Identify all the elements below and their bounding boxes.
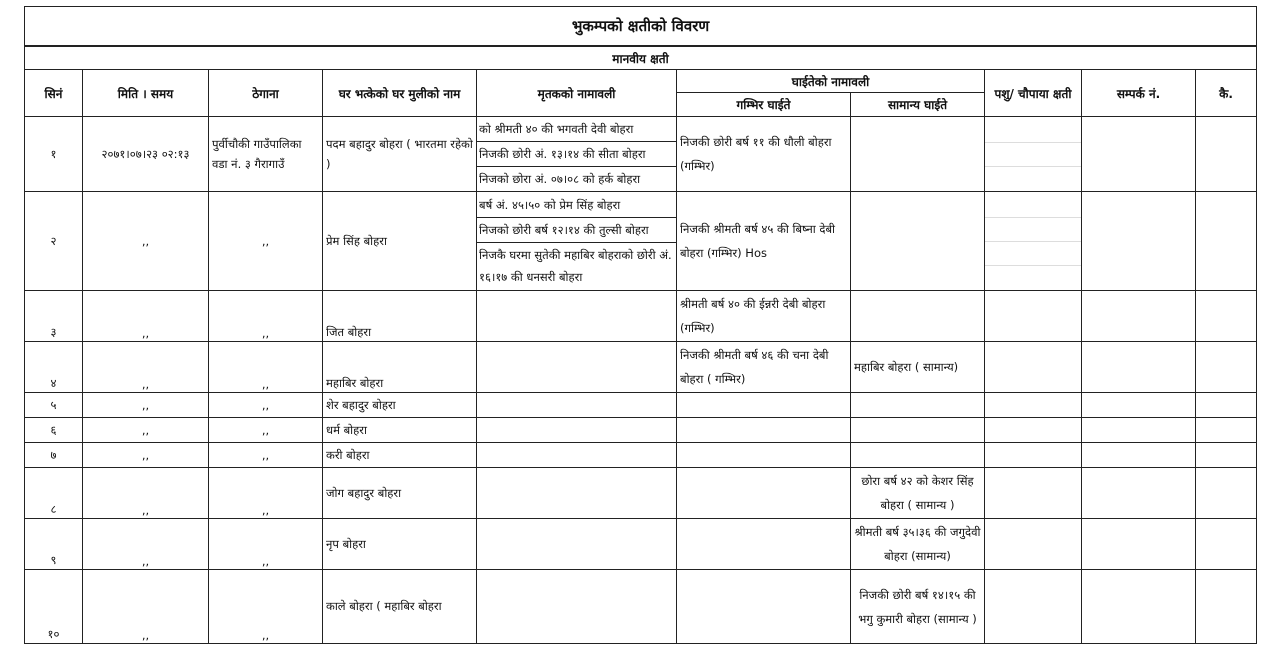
damage-report-sheet — [24, 6, 1256, 644]
sn-cell: १ — [25, 117, 83, 192]
gridlines — [985, 119, 1081, 190]
contact-cell — [1082, 291, 1196, 342]
table-row — [25, 291, 1257, 342]
header-address: ठेगाना — [209, 70, 323, 117]
remarks-cell — [1196, 291, 1257, 342]
address-cell: ,, — [209, 519, 323, 570]
address-cell: ,, — [209, 418, 323, 443]
minor-injury-cell: श्रीमती बर्ष ३५।३६ की जगुदेवी बोहरा (सामान्य) — [851, 519, 985, 570]
table-row — [25, 117, 1257, 192]
remarks-cell — [1196, 468, 1257, 519]
sn-cell: ३ — [25, 291, 83, 342]
serious-injury-cell: श्रीमती बर्ष ४० की ईन्नरी देबी बोहरा (गम्भिर) — [677, 291, 851, 342]
datetime-cell: ,, — [83, 342, 209, 393]
deceased-cell — [477, 443, 677, 468]
contact-cell — [1082, 519, 1196, 570]
sn-cell: २ — [25, 192, 83, 291]
head-name-cell: नृप बोहरा — [323, 519, 477, 570]
livestock-cell — [985, 570, 1082, 644]
header-serious: गम्भिर घाईते — [677, 93, 851, 117]
serious-injury-cell — [677, 519, 851, 570]
serious-injury-cell: निजकी श्रीमती बर्ष ४६ की चना देबी बोहरा ( गम्भिर) — [677, 342, 851, 393]
datetime-cell: ,, — [83, 519, 209, 570]
serious-injury-cell — [677, 570, 851, 644]
address-cell: ,, — [209, 291, 323, 342]
address-cell: ,, — [209, 468, 323, 519]
deceased-cell — [477, 291, 677, 342]
datetime-cell: ,, — [83, 443, 209, 468]
deceased-item: को श्रीमती ४० की भगवती देवी बोहरा — [477, 117, 676, 142]
remarks-cell — [1196, 519, 1257, 570]
contact-cell — [1082, 393, 1196, 418]
damage-report-table — [24, 6, 1257, 644]
remarks-cell — [1196, 418, 1257, 443]
deceased-cell — [477, 393, 677, 418]
deceased-cell — [477, 418, 677, 443]
datetime-cell: ,, — [83, 393, 209, 418]
deceased-cell — [477, 468, 677, 519]
header-datetime: मिति । समय — [83, 70, 209, 117]
head-name-cell: प्रेम सिंह बोहरा — [323, 192, 477, 291]
head-name-cell: महाबिर बोहरा — [323, 342, 477, 393]
minor-injury-cell — [851, 443, 985, 468]
address-cell: ,, — [209, 443, 323, 468]
datetime-cell: ,, — [83, 418, 209, 443]
deceased-item: निजकै घरमा सुतेकी महाबिर बोहराको छोरी अं. १६।१७ की धनसरी बोहरा — [479, 248, 672, 284]
head-name-cell: करी बोहरा — [323, 443, 477, 468]
minor-injury-cell — [851, 117, 985, 192]
contact-cell — [1082, 117, 1196, 192]
deceased-list — [477, 117, 676, 191]
address-cell: ,, — [209, 393, 323, 418]
contact-cell — [1082, 570, 1196, 644]
table-row — [25, 192, 1257, 291]
sn-cell: १० — [25, 570, 83, 644]
minor-injury-cell — [851, 192, 985, 291]
sn-cell: ९ — [25, 519, 83, 570]
contact-cell — [1082, 468, 1196, 519]
report-title: भुकम्पको क्षतीको विवरण — [25, 7, 1257, 47]
header-minor: सामान्य घाईते — [851, 93, 985, 117]
table-row — [25, 443, 1257, 468]
header-sn: सिनं — [25, 70, 83, 117]
serious-injury-cell: निजकी श्रीमती बर्ष ४५ की बिष्ना देबी बोहरा (गम्भिर) Hos — [677, 192, 851, 291]
head-name-cell: जोग बहादुर बोहरा — [323, 468, 477, 519]
serious-injury-cell — [677, 418, 851, 443]
minor-injury-cell: निजकी छोरी बर्ष १४।१५ की भगु कुमारी बोहरा (सामान्य ) — [851, 570, 985, 644]
address-cell: ,, — [209, 570, 323, 644]
serious-injury-cell: निजकी छोरी बर्ष ११ की धौली बोहरा (गम्भिर) — [677, 117, 851, 192]
deceased-cell — [477, 342, 677, 393]
livestock-cell — [985, 291, 1082, 342]
sn-cell: ५ — [25, 393, 83, 418]
sn-cell: ७ — [25, 443, 83, 468]
livestock-cell — [985, 342, 1082, 393]
table-row — [25, 418, 1257, 443]
deceased-cell — [477, 192, 677, 291]
header-injured: घाईतेको नामावली — [677, 70, 985, 93]
remarks-cell — [1196, 393, 1257, 418]
header-contact: सम्पर्क नं. — [1082, 70, 1196, 117]
livestock-cell — [985, 117, 1082, 192]
table-row — [25, 519, 1257, 570]
minor-injury-cell — [851, 291, 985, 342]
sn-cell: ४ — [25, 342, 83, 393]
deceased-cell — [477, 519, 677, 570]
sn-cell: ८ — [25, 468, 83, 519]
report-subtitle: मानवीय क्षती — [25, 46, 1257, 70]
contact-cell — [1082, 192, 1196, 291]
address-cell: ,, — [209, 192, 323, 291]
minor-injury-cell — [851, 418, 985, 443]
remarks-cell — [1196, 192, 1257, 291]
deceased-cell — [477, 117, 677, 192]
header-remarks: कै. — [1196, 70, 1257, 117]
table-row — [25, 570, 1257, 644]
serious-injury-cell — [677, 468, 851, 519]
address-cell: पुर्वीचौकी गाउँपालिका वडा नं. ३ गैरागाउँ — [209, 117, 323, 192]
gridlines — [985, 194, 1081, 289]
table-row — [25, 393, 1257, 418]
head-name-cell: काले बोहरा ( महाबिर बोहरा — [323, 570, 477, 644]
minor-injury-cell: छोरा बर्ष ४२ को केशर सिंह बोहरा ( सामान्य ) — [851, 468, 985, 519]
serious-injury-cell — [677, 443, 851, 468]
livestock-cell — [985, 418, 1082, 443]
minor-injury-cell: महाबिर बोहरा ( सामान्य) — [851, 342, 985, 393]
contact-cell — [1082, 443, 1196, 468]
contact-cell — [1082, 342, 1196, 393]
header-deceased: मृतकको नामावली — [477, 70, 677, 117]
datetime-cell: ,, — [83, 291, 209, 342]
head-name-cell: जित बोहरा — [323, 291, 477, 342]
head-name-cell: धर्म बोहरा — [323, 418, 477, 443]
head-name-cell: पदम बहादुर बोहरा ( भारतमा रहेको ) — [323, 117, 477, 192]
deceased-item: निजकी छोरी अं. १३।१४ की सीता बोहरा — [477, 142, 676, 167]
datetime-cell: ,, — [83, 468, 209, 519]
serious-injury-cell — [677, 393, 851, 418]
livestock-cell — [985, 519, 1082, 570]
table-row — [25, 342, 1257, 393]
minor-injury-cell — [851, 393, 985, 418]
deceased-item: बर्ष अं. ४५।५० को प्रेम सिंह बोहरा — [477, 193, 676, 218]
address-cell: ,, — [209, 342, 323, 393]
deceased-list — [477, 193, 676, 289]
table-row — [25, 468, 1257, 519]
datetime-cell: ,, — [83, 570, 209, 644]
header-head-name: घर भत्केको घर मुलीको नाम — [323, 70, 477, 117]
remarks-cell — [1196, 117, 1257, 192]
remarks-cell — [1196, 570, 1257, 644]
deceased-cell — [477, 570, 677, 644]
deceased-item: निजको छोरी बर्ष १२।१४ की तुल्सी बोहरा — [477, 218, 676, 243]
livestock-cell — [985, 393, 1082, 418]
livestock-cell — [985, 468, 1082, 519]
deceased-item: निजको छोरा अं. ०७।०८ को हर्क बोहरा — [479, 171, 641, 186]
header-livestock: पशु/ चौपाया क्षती — [985, 70, 1082, 117]
datetime-cell: २०७१।०७।२३ ०२:१३ — [83, 117, 209, 192]
contact-cell — [1082, 418, 1196, 443]
remarks-cell — [1196, 443, 1257, 468]
sn-cell: ६ — [25, 418, 83, 443]
livestock-cell — [985, 192, 1082, 291]
head-name-cell: शेर बहादुर बोहरा — [323, 393, 477, 418]
datetime-cell: ,, — [83, 192, 209, 291]
livestock-cell — [985, 443, 1082, 468]
remarks-cell — [1196, 342, 1257, 393]
